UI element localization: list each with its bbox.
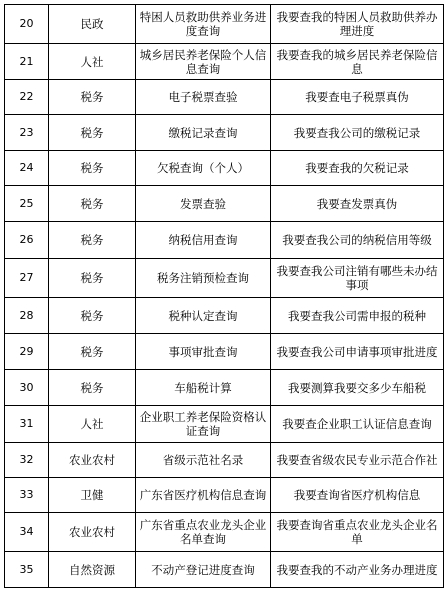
query-description-cell: 我要查电子税票真伪	[271, 80, 444, 115]
row-number-cell: 21	[5, 44, 49, 80]
department-cell: 自然资源	[49, 552, 136, 588]
row-number-cell: 32	[5, 443, 49, 478]
department-cell: 农业农村	[49, 513, 136, 552]
row-number-cell: 34	[5, 513, 49, 552]
table-row	[5, 222, 444, 259]
table-row	[5, 443, 444, 478]
query-description-cell: 我要查企业职工认证信息查询	[271, 406, 444, 443]
department-cell: 税务	[49, 259, 136, 298]
service-item-cell: 纳税信用查询	[136, 222, 271, 259]
table-row	[5, 298, 444, 334]
service-table	[4, 4, 444, 588]
service-item-cell: 广东省医疗机构信息查询	[136, 478, 271, 513]
service-item-cell: 企业职工养老保险资格认证查询	[136, 406, 271, 443]
service-item-cell: 发票查验	[136, 186, 271, 222]
table-row	[5, 80, 444, 115]
service-item-cell: 事项审批查询	[136, 334, 271, 370]
table-row	[5, 44, 444, 80]
table-body	[5, 5, 444, 588]
row-number-cell: 22	[5, 80, 49, 115]
table-row	[5, 115, 444, 151]
query-description-cell: 我要查我公司需申报的税种	[271, 298, 444, 334]
row-number-cell: 28	[5, 298, 49, 334]
row-number-cell: 30	[5, 370, 49, 406]
table-row	[5, 513, 444, 552]
service-item-cell: 欠税查询（个人）	[136, 151, 271, 186]
department-cell: 人社	[49, 44, 136, 80]
table-row	[5, 552, 444, 588]
query-description-cell: 我要查我的不动产业务办理进度	[271, 552, 444, 588]
department-cell: 税务	[49, 151, 136, 186]
table-row	[5, 478, 444, 513]
row-number-cell: 35	[5, 552, 49, 588]
query-description-cell: 我要查发票真伪	[271, 186, 444, 222]
department-cell: 税务	[49, 186, 136, 222]
table-row	[5, 334, 444, 370]
query-description-cell: 我要查我的城乡居民养老保险信息	[271, 44, 444, 80]
query-description-cell: 我要查我的特困人员救助供养办理进度	[271, 5, 444, 44]
row-number-cell: 25	[5, 186, 49, 222]
query-description-cell: 我要测算我要交多少车船税	[271, 370, 444, 406]
department-cell: 农业农村	[49, 443, 136, 478]
service-item-cell: 税种认定查询	[136, 298, 271, 334]
row-number-cell: 27	[5, 259, 49, 298]
row-number-cell: 20	[5, 5, 49, 44]
service-item-cell: 广东省重点农业龙头企业名单查询	[136, 513, 271, 552]
department-cell: 人社	[49, 406, 136, 443]
table-row	[5, 151, 444, 186]
query-description-cell: 我要查我公司的纳税信用等级	[271, 222, 444, 259]
department-cell: 税务	[49, 80, 136, 115]
query-description-cell: 我要查我公司的缴税记录	[271, 115, 444, 151]
row-number-cell: 33	[5, 478, 49, 513]
department-cell: 税务	[49, 298, 136, 334]
service-item-cell: 省级示范社名录	[136, 443, 271, 478]
service-item-cell: 电子税票查验	[136, 80, 271, 115]
query-description-cell: 我要查我公司注销有哪些未办结事项	[271, 259, 444, 298]
department-cell: 税务	[49, 115, 136, 151]
row-number-cell: 23	[5, 115, 49, 151]
row-number-cell: 24	[5, 151, 49, 186]
table-row	[5, 406, 444, 443]
query-description-cell: 我要查我公司申请事项审批进度	[271, 334, 444, 370]
query-description-cell: 我要查询省重点农业龙头企业名单	[271, 513, 444, 552]
row-number-cell: 29	[5, 334, 49, 370]
service-item-cell: 缴税记录查询	[136, 115, 271, 151]
query-description-cell: 我要查省级农民专业示范合作社	[271, 443, 444, 478]
service-item-cell: 特困人员救助供养业务进度查询	[136, 5, 271, 44]
service-item-cell: 城乡居民养老保险个人信息查询	[136, 44, 271, 80]
table-row	[5, 186, 444, 222]
query-description-cell: 我要查询省医疗机构信息	[271, 478, 444, 513]
department-cell: 卫健	[49, 478, 136, 513]
table-row	[5, 370, 444, 406]
department-cell: 民政	[49, 5, 136, 44]
query-description-cell: 我要查我的欠税记录	[271, 151, 444, 186]
service-item-cell: 税务注销预检查询	[136, 259, 271, 298]
row-number-cell: 31	[5, 406, 49, 443]
service-item-cell: 不动产登记进度查询	[136, 552, 271, 588]
service-item-cell: 车船税计算	[136, 370, 271, 406]
department-cell: 税务	[49, 222, 136, 259]
table-row	[5, 259, 444, 298]
department-cell: 税务	[49, 334, 136, 370]
table-row	[5, 5, 444, 44]
department-cell: 税务	[49, 370, 136, 406]
row-number-cell: 26	[5, 222, 49, 259]
